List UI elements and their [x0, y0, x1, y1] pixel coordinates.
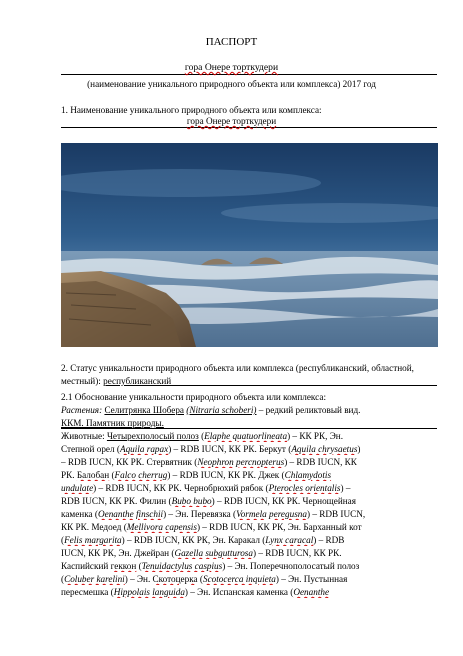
section-1-rule: [61, 127, 437, 128]
text-line: undulate) – RDB IUCN, КК РК. Чернобрюхий рябок (Pterocles orientalis) –: [61, 483, 351, 493]
section-2-rule: [162, 385, 437, 386]
text-line: RDB IUCN, КК РК. Филин (Bubo bubo) – RDB IUCN, КК РК. Чернощейная: [61, 496, 356, 506]
section-1-value: гора Онере торткудери: [186, 116, 277, 126]
section-2-value: республиканский: [103, 376, 172, 386]
section-2-label-line1: 2. Статус уникальности природного объекта или комплекса (республиканский, областной,: [61, 363, 414, 373]
object-name-rule: [61, 74, 437, 75]
text-line: Растения: Селитрянка Шобера (Nitraria schoberi) – редкий реликтовый вид.: [61, 405, 361, 415]
landscape-photo: [61, 143, 438, 347]
text-line: Животные: Четырехполосый полоз (Elaphe quatuorlineata) – КК РК, Эн.: [61, 431, 343, 441]
text-line: IUCN, КК РК, Эн. Джейран (Gazella subgutturosa) – RDB IUCN, КК РК.: [61, 548, 342, 558]
text-line: Каспийский геккон (Tenuidactylus caspius) – Эн. Поперечнополосатый полоз: [61, 561, 360, 571]
text-line: (Coluber karelini) – Эн. Скотоцерка (Scotocerca inquieta) – Эн. Пустынная: [61, 574, 348, 584]
text-line: ККМ. Памятник природы.: [61, 418, 164, 428]
section-2-1-label: 2.1 Обоснование уникальности природного объекта или комплекса:: [61, 392, 326, 402]
text-line: Степной орел (Aquila rapax) – RDB IUCN, КК РК. Беркут (Aquila chrysaetus): [61, 444, 361, 454]
text-rule: [61, 428, 437, 429]
section-1-label: 1. Наименование уникального природного объекта или комплекса:: [61, 105, 322, 115]
text-line: КК РК. Медоед (Mellivora capensis) – RDB IUCN, КК РК, Эн. Барханный кот: [61, 522, 362, 532]
text-line: РК. Балобан (Falco cherrug) – RDB IUCN, КК РК. Джек (Chlamydotis: [61, 470, 332, 480]
text-line: пересмешка (Hippolais languida) – Эн. Испанская каменка (Oenanthe: [61, 587, 330, 597]
text-line: каменка (Oenanthe finschii) – Эн. Перевязка (Vormela peregusna) – RDB IUCN,: [61, 509, 366, 519]
object-name-caption: (наименование уникального природного объекта или комплекса) 2017 год: [87, 79, 376, 89]
object-name: гора Онере торткудери: [184, 62, 279, 73]
document-title: ПАСПОРТ: [205, 36, 258, 48]
section-2-label-line2: местный): республиканский: [61, 376, 172, 386]
text-line: (Felis margarita) – RDB IUCN, КК РК, Эн. Каракал (Lynx caracal) – RDB: [61, 535, 345, 545]
text-line: – RDB IUCN, КК РК. Стервятник (Neophron percnopterus) – RDB IUCN, КК: [61, 457, 357, 467]
